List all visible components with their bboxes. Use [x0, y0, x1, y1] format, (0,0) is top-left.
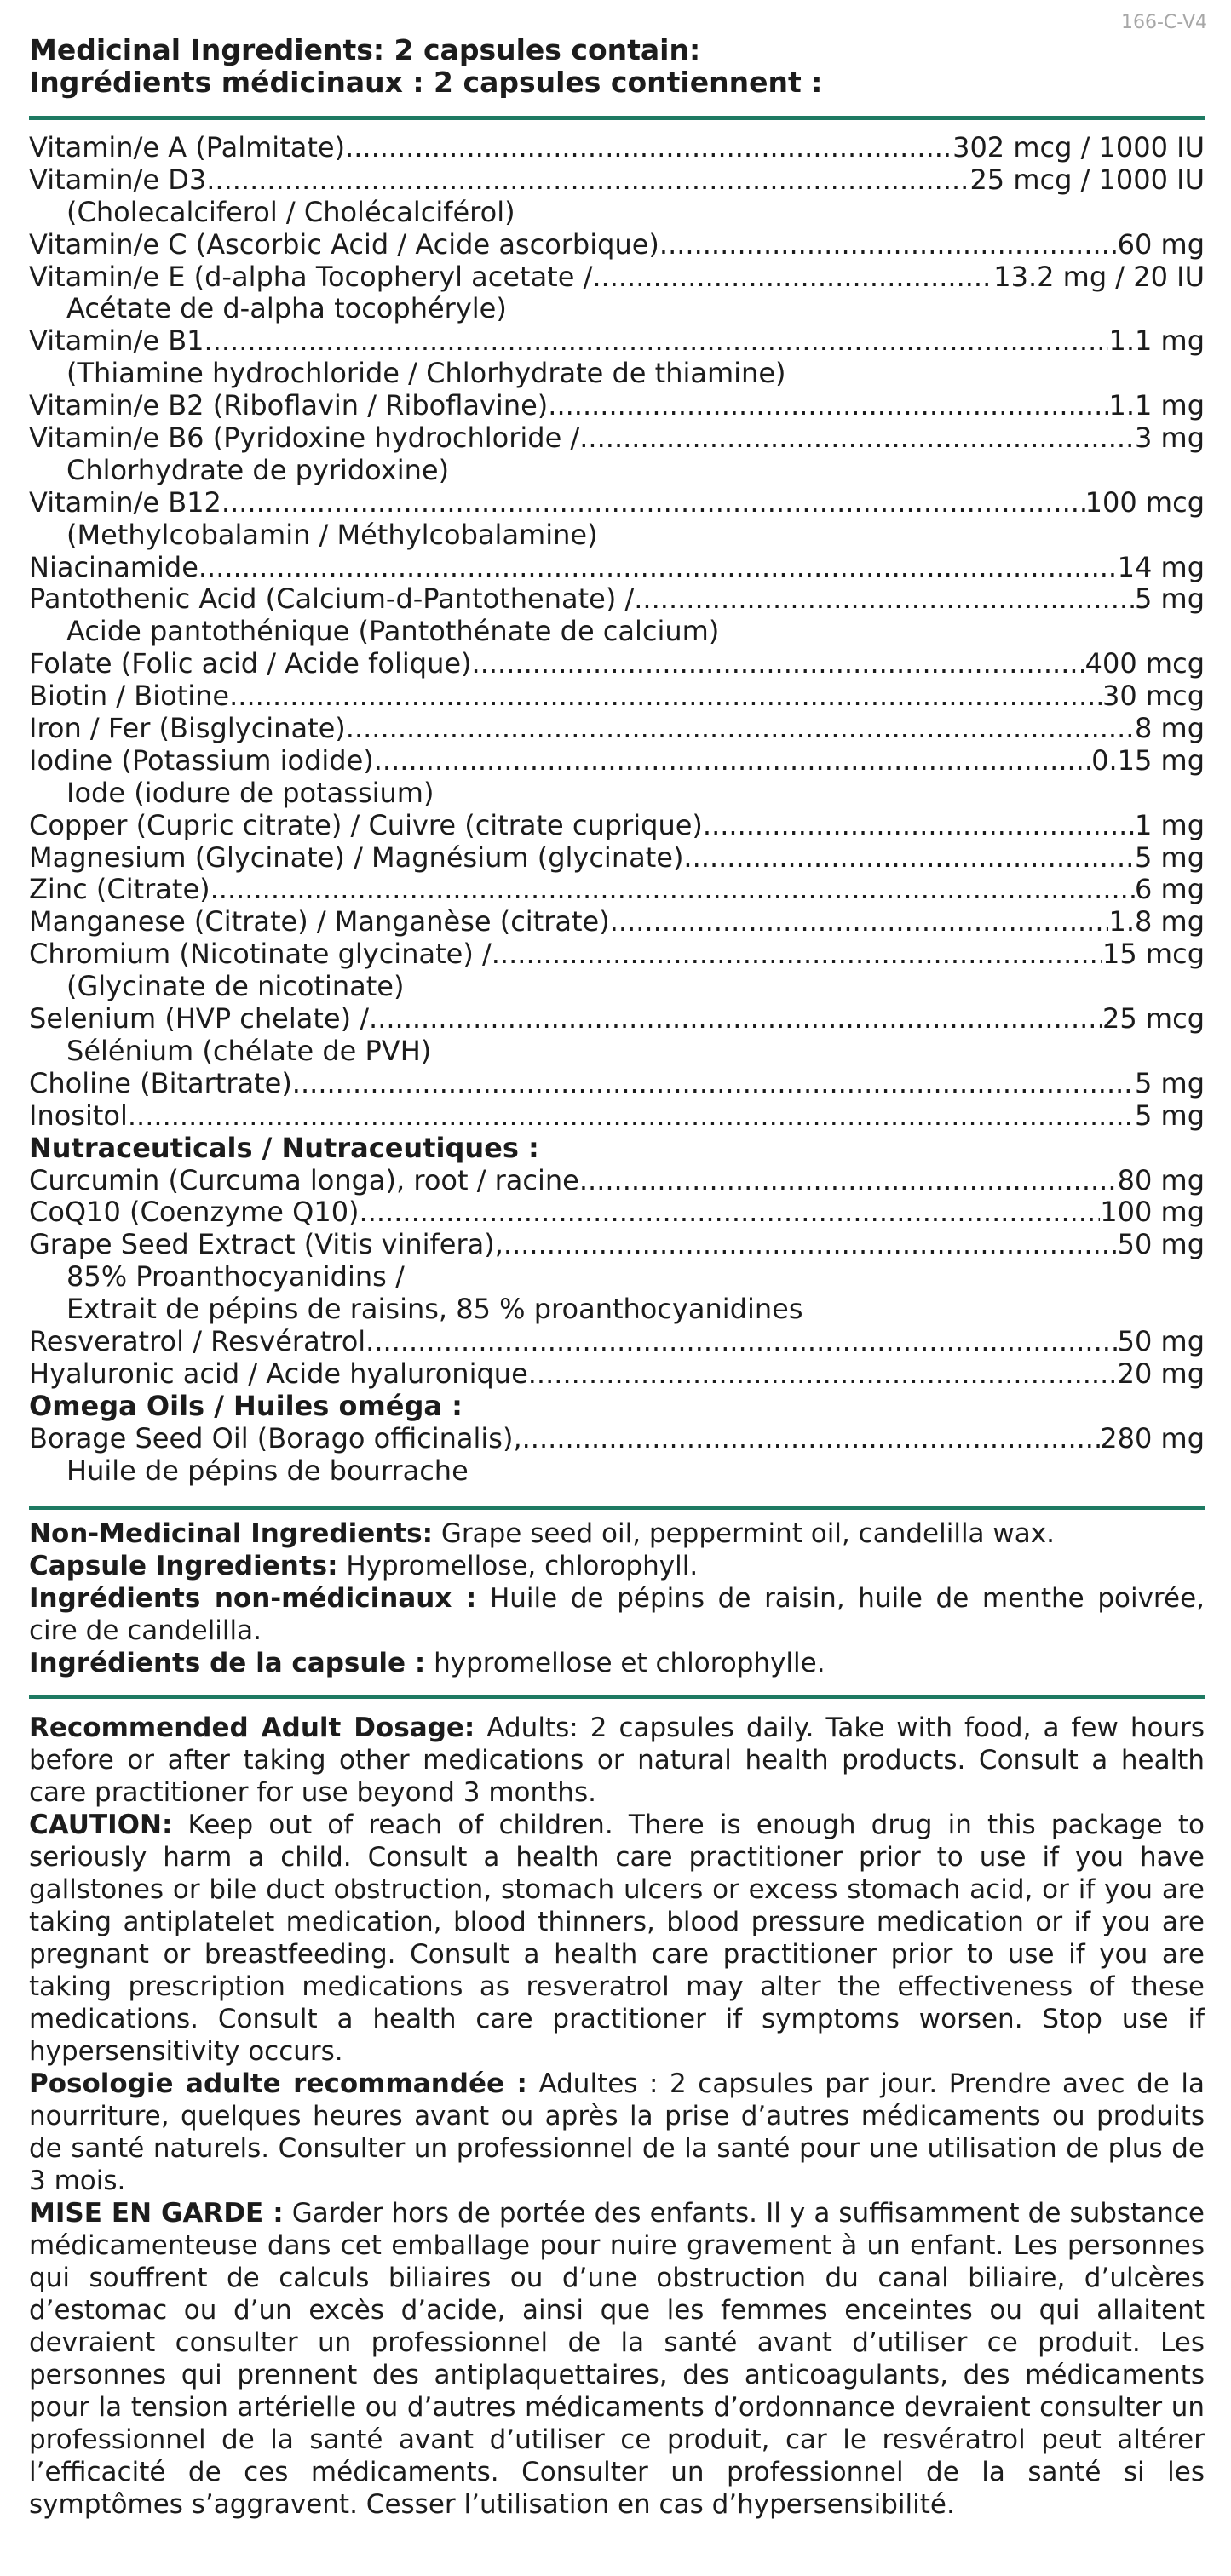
ingredient-row [29, 680, 1205, 713]
ingredient-name: Huile de pépins de bourrache [66, 1454, 469, 1487]
ingredient-name: Manganese (Citrate) / Manganèse (citrate) [29, 906, 610, 938]
ingredient-name: Folate (Folic acid / Acide folique) [29, 648, 472, 680]
ingredient-amount: 14 mg [1117, 551, 1205, 583]
ingredient-name: Extrait de pépins de raisins, 85 % proanthocyanidines [66, 1294, 803, 1326]
dot-leader [206, 164, 969, 197]
ingredient-name: Borage Seed Oil (Borago officinalis), [29, 1422, 522, 1454]
ingredient-amount: 3 mg [1134, 422, 1205, 455]
ingredient-name: Nutraceuticals / Nutraceutiques : [29, 1132, 539, 1164]
ingredient-subline [29, 777, 1205, 810]
caution-fr-text: Garder hors de portée des enfants. Il y a suffisamment de substance médicamenteuse dans cet emballage pour nuire gravement à un enfant. Les personnes qui souffrent de calculs biliaires ou d’une obstruction du canal biliaire, d’ulcères d’estomac ou d’un excès d’acide, ainsi que les femmes enceintes ou qui allaitent devraient consulter un professionnel de la santé avant d’utiliser ce produit. Les personnes qui prennent des antiplaquettaires, des anticoagulants, des médicaments pour la tension artérielle ou d’autres médicaments d’ordonnance devraient consulter un professionnel de la santé avant d’utiliser ce produit, car le resvératrol peut altérer l’efficacité de ces médicaments. Consulter un professionnel de la santé si les symptômes s’aggravent. Cesser l’utilisation en cas d’hypersensibilité. [29, 2198, 1205, 2520]
divider-bottom [29, 1695, 1205, 1699]
ingredient-amount: 50 mg [1117, 1229, 1205, 1261]
ingredient-name: Vitamin/e E (d-alpha Tocopheryl acetate / [29, 261, 593, 293]
ingredient-row [29, 583, 1205, 616]
divider-middle [29, 1506, 1205, 1510]
ingredient-amount: 15 mcg [1102, 938, 1205, 971]
non-medicinal-english [29, 1517, 1205, 1550]
ingredient-name: Iode (iodure de potassium) [66, 777, 434, 809]
ingredient-subline [29, 455, 1205, 487]
ingredient-name: Vitamin/e B6 (Pyridoxine hydrochloride / [29, 422, 580, 455]
dosage-french [29, 2068, 1205, 2197]
ingredient-name: Zinc (Citrate) [29, 874, 210, 906]
ingredient-subline [29, 1261, 1205, 1294]
ingredient-row [29, 325, 1205, 358]
ingredient-row [29, 552, 1205, 584]
ingredient-subline [29, 616, 1205, 648]
ingredient-row [29, 1068, 1205, 1100]
ingredient-row [29, 1229, 1205, 1261]
ingredient-name: Hyaluronic acid / Acide hyaluronique [29, 1357, 528, 1390]
ingredient-name: Acétate de d-alpha tocophéryle) [66, 293, 507, 325]
ingredient-name: Inositol [29, 1099, 128, 1132]
ingredient-row [29, 261, 1205, 294]
non-medicinal-fr-text: Huile de pépins de raisin, huile de menthe poivrée, cire de candelilla. [29, 1583, 1205, 1646]
capsule-text: Hypromellose, chlorophyll. [337, 1551, 699, 1581]
non-medicinal-french [29, 1582, 1205, 1647]
ingredient-name: Chromium (Nicotinate glycinate) / [29, 938, 492, 971]
ingredient-amount: 60 mg [1117, 228, 1205, 261]
dot-leader [659, 229, 1118, 261]
non-medicinal-fr-label: Ingrédients non-médicinaux : [29, 1583, 477, 1614]
dot-leader [365, 1326, 1117, 1358]
header-english: Medicinal Ingredients: 2 capsules contain: [29, 33, 701, 66]
ingredient-amount: 1.8 mg [1108, 906, 1205, 938]
ingredient-name: 85% Proanthocyanidins / [66, 1261, 405, 1294]
ingredient-row [29, 1165, 1205, 1197]
ingredient-row [29, 229, 1205, 261]
dosage-fr-text: Adultes : 2 capsules par jour. Prendre avec de la nourriture, quelques heures avant ou après la prise d’autres médicaments ou produits de santé naturels. Consulter un professionnel de la santé pour une utilisation de plus de 3 mois. [29, 2068, 1205, 2196]
ingredient-row [29, 1358, 1205, 1391]
ingredient-subline [29, 293, 1205, 325]
ingredient-amount: 400 mcg [1084, 648, 1205, 680]
medicinal-ingredients-header [29, 34, 1205, 99]
ingredient-amount: 1 mg [1134, 809, 1205, 841]
dosage-text: Adults: 2 capsules daily. Take with food, a few hours before or after taking other medications or natural health products. Consult a health care practitioner for use beyond 3 months. [29, 1713, 1205, 1808]
ingredient-row [29, 1326, 1205, 1358]
ingredient-name: Vitamin/e B1 [29, 325, 204, 358]
divider-top [29, 116, 1205, 120]
ingredient-amount: 6 mg [1134, 874, 1205, 906]
capsule-label: Capsule Ingredients: [29, 1551, 338, 1581]
dot-leader [528, 1358, 1118, 1391]
ingredient-row [29, 1003, 1205, 1036]
ingredient-name: Vitamin/e D3 [29, 164, 207, 196]
ingredient-amount: 25 mcg [1102, 1003, 1205, 1036]
ingredient-name: (Thiamine hydrochloride / Chlorhydrate de thiamine) [66, 358, 786, 390]
capsule-fr-label: Ingrédients de la capsule : [29, 1648, 426, 1678]
dot-leader [472, 648, 1085, 680]
ingredient-subline [29, 358, 1205, 390]
non-medicinal-section [29, 1517, 1205, 1679]
ingredient-row [29, 1100, 1205, 1133]
ingredient-name: Selenium (HVP chelate) / [29, 1003, 370, 1036]
ingredient-row [29, 713, 1205, 745]
ingredient-amount: 1.1 mg [1108, 325, 1205, 358]
ingredient-row [29, 906, 1205, 938]
ingredient-amount: 280 mg [1100, 1422, 1205, 1454]
ingredient-row [29, 842, 1205, 875]
ingredient-name: Vitamin/e A (Palmitate) [29, 132, 346, 164]
ingredient-name: (Cholecalciferol / Cholécalciférol) [66, 196, 515, 228]
dosage-english [29, 1712, 1205, 1809]
ingredient-name: Vitamin/e B12 [29, 486, 221, 519]
ingredient-name: Niacinamide [29, 551, 198, 583]
ingredient-row [29, 1196, 1205, 1229]
ingredient-amount: 100 mcg [1084, 486, 1205, 519]
ingredient-name: Pantothenic Acid (Calcium-d-Pantothenate) / [29, 583, 635, 616]
ingredient-subline [29, 519, 1205, 552]
ingredient-row [29, 874, 1205, 906]
dot-leader [579, 422, 1135, 455]
ingredient-amount: 80 mg [1117, 1164, 1205, 1196]
non-medicinal-text: Grape seed oil, peppermint oil, candelilla wax. [432, 1518, 1055, 1549]
ingredient-name: Magnesium (Glycinate) / Magnésium (glycinate) [29, 841, 684, 874]
ingredient-name: Vitamin/e B2 (Riboflavin / Riboflavine) [29, 390, 549, 422]
dot-leader [221, 487, 1085, 519]
dot-leader [503, 1229, 1118, 1261]
dot-leader [492, 938, 1102, 971]
section-heading [29, 1391, 1205, 1423]
ingredient-name: (Methylcobalamin / Méthylcobalamine) [66, 519, 598, 551]
capsule-fr-text: hypromellose et chlorophylle. [425, 1648, 825, 1678]
dot-leader [345, 132, 952, 164]
dot-leader [579, 1165, 1118, 1197]
dot-leader [522, 1423, 1101, 1455]
ingredient-row [29, 164, 1205, 197]
ingredient-name: Grape Seed Extract (Vitis vinifera), [29, 1229, 503, 1261]
caution-fr-label: MISE EN GARDE : [29, 2198, 284, 2229]
ingredient-name: Vitamin/e C (Ascorbic Acid / Acide ascorbique) [29, 228, 659, 261]
ingredient-name: Chlorhydrate de pyridoxine) [66, 454, 450, 486]
label-code: 166-C-V4 [1121, 12, 1207, 33]
ingredient-row [29, 745, 1205, 777]
ingredient-subline [29, 1294, 1205, 1326]
dot-leader [292, 1068, 1135, 1100]
ingredient-amount: 0.15 mg [1091, 744, 1205, 777]
dot-leader [210, 874, 1135, 906]
ingredient-row [29, 132, 1205, 164]
dot-leader [703, 810, 1135, 842]
ingredient-amount: 1.1 mg [1108, 390, 1205, 422]
dosage-section [29, 1712, 1205, 2521]
dot-leader [369, 1003, 1102, 1036]
ingredient-amount: 20 mg [1117, 1357, 1205, 1390]
ingredient-name: Curcumin (Curcuma longa), root / racine [29, 1164, 579, 1196]
ingredient-amount: 5 mg [1134, 583, 1205, 616]
ingredient-amount: 5 mg [1134, 1099, 1205, 1132]
ingredient-name: CoQ10 (Coenzyme Q10) [29, 1196, 360, 1229]
ingredient-row [29, 390, 1205, 422]
dot-leader [360, 1196, 1101, 1229]
ingredient-amount: 25 mcg / 1000 IU [969, 164, 1205, 196]
dot-leader [610, 906, 1109, 938]
ingredient-name: Sélénium (chélate de PVH) [66, 1035, 432, 1067]
ingredient-amount: 13.2 mg / 20 IU [993, 261, 1205, 293]
ingredient-amount: 5 mg [1134, 1067, 1205, 1099]
capsule-english [29, 1550, 1205, 1582]
ingredient-name: Acide pantothénique (Pantothénate de calcium) [66, 616, 720, 648]
ingredient-subline [29, 197, 1205, 229]
section-heading [29, 1133, 1205, 1165]
ingredient-amount: 30 mcg [1102, 680, 1205, 713]
ingredient-list [29, 132, 1205, 1487]
non-medicinal-label: Non-Medicinal Ingredients: [29, 1518, 433, 1549]
ingredient-row [29, 938, 1205, 971]
ingredient-row [29, 1423, 1205, 1455]
ingredient-name: Iodine (Potassium iodide) [29, 744, 374, 777]
ingredient-name: (Glycinate de nicotinate) [66, 971, 405, 1003]
dot-leader [592, 261, 993, 294]
dot-leader [374, 745, 1091, 777]
caution-text: Keep out of reach of children. There is enough drug in this package to seriously harm a child. Consult a health care practitioner prior to use if you have gallstones or bile duct obstruction, stomach ulcers or excess stomach acid, or if you are taking antiplatelet medication, blood thinners, blood pressure medication or if you are pregnant or breastfeeding. Consult a health care practitioner prior to use if you are taking prescription medications as resveratrol may alter the effectiveness of these medications. Consult a health care practitioner if symptoms worsen. Stop use if hypersensitivity occurs. [29, 1810, 1205, 2067]
ingredient-subline [29, 1455, 1205, 1488]
ingredient-row [29, 810, 1205, 842]
ingredient-name: Choline (Bitartrate) [29, 1067, 292, 1099]
dosage-fr-label: Posologie adulte recommandée : [29, 2068, 527, 2099]
dot-leader [683, 842, 1135, 875]
ingredient-amount: 100 mg [1100, 1196, 1205, 1229]
ingredient-row [29, 422, 1205, 455]
dot-leader [634, 583, 1135, 616]
ingredient-subline [29, 1036, 1205, 1068]
dot-leader [128, 1100, 1135, 1133]
ingredient-name: Biotin / Biotine [29, 680, 230, 713]
caution-label: CAUTION: [29, 1810, 173, 1840]
header-french: Ingrédients médicinaux : 2 capsules contiennent : [29, 66, 823, 99]
dot-leader [346, 713, 1135, 745]
ingredient-row [29, 648, 1205, 680]
caution-english [29, 1809, 1205, 2068]
ingredient-row [29, 487, 1205, 519]
dot-leader [204, 325, 1109, 358]
dot-leader [548, 390, 1108, 422]
dot-leader [229, 680, 1102, 713]
ingredient-amount: 302 mcg / 1000 IU [952, 132, 1205, 164]
ingredient-amount: 5 mg [1134, 841, 1205, 874]
capsule-french [29, 1647, 1205, 1679]
dot-leader [198, 552, 1118, 584]
ingredient-amount: 50 mg [1117, 1325, 1205, 1357]
ingredient-name: Iron / Fer (Bisglycinate) [29, 713, 346, 745]
ingredient-name: Resveratrol / Resvératrol [29, 1325, 366, 1357]
dosage-label: Recommended Adult Dosage: [29, 1713, 475, 1743]
ingredient-subline [29, 971, 1205, 1003]
ingredient-amount: 8 mg [1134, 713, 1205, 745]
ingredient-name: Omega Oils / Huiles oméga : [29, 1390, 463, 1422]
ingredient-name: Copper (Cupric citrate) / Cuivre (citrate cuprique) [29, 809, 703, 841]
caution-french [29, 2197, 1205, 2521]
